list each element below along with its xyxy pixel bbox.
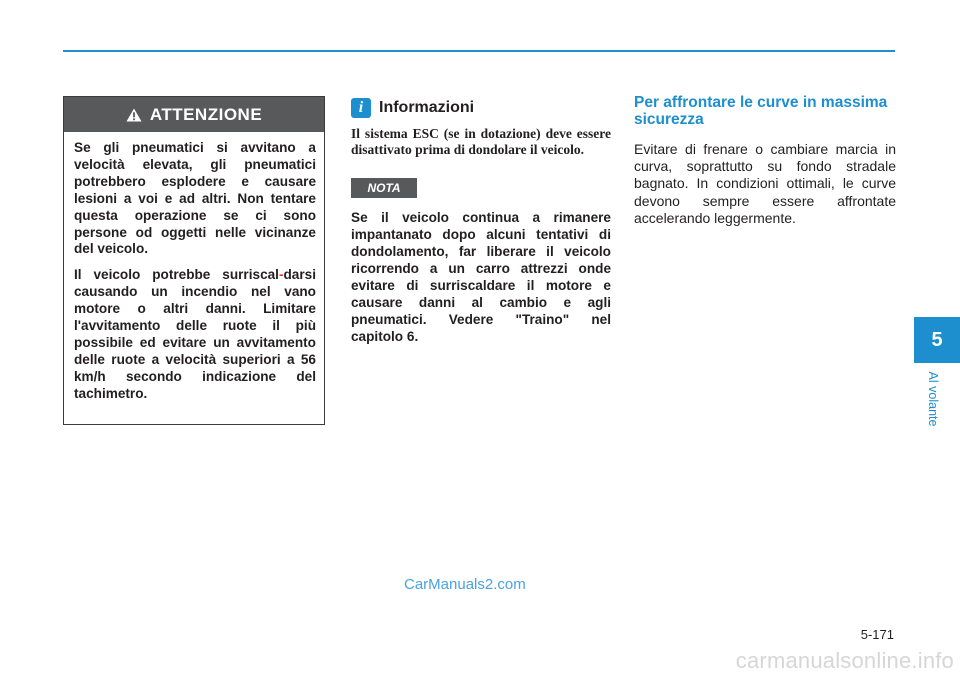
warning-paragraph-1: Se gli pneumatici si avvitano a velocità elevata, gli pneumatici potrebbero esplodere e causare lesioni a voi e ad altri. Non tentare questa operazione se ci sono persone od oggetti nelle vicinanze del veicolo.: [74, 140, 316, 257]
info-header: [351, 96, 611, 120]
chapter-label: Al volante: [926, 371, 940, 427]
warning-paragraph-2: [74, 267, 316, 402]
page-number: 5-171: [860, 627, 894, 642]
hyphen-mark: -: [278, 267, 284, 283]
warning-box: [63, 96, 325, 425]
warning-title: ATTENZIONE: [149, 104, 263, 124]
nota-text: Se il veicolo continua a rimanere impantanato dopo alcuni tentativi di dondolamento, far liberare il veicolo ricorrendo a un carro attrezzi onde evitare di surriscaldare il motore e causare danni al cambio e agli pneumatici. Vedere "Traino" nel capitolo 6.: [351, 210, 611, 344]
info-section: [351, 96, 611, 346]
warning-paragraph-2-start: Il veicolo potrebbe surriscal: [74, 267, 279, 283]
warning-paragraph-2-rest: darsi causando un incendio nel vano motore o altri danni. Limitare l'avvitamento delle ruote il più possibile ed evitare un avvitamento delle ruote a velocità superiori a 56 km/h secondo indicazione del tachimetro.: [74, 267, 316, 401]
info-icon: i: [351, 98, 371, 118]
warning-header: [64, 97, 324, 132]
curves-text: Evitare di frenare o cambiare marcia in curva, soprattutto su fondo stradale bagnato. In condizioni ottimali, le curve devono sempre essere affrontate accelerando leggermente.: [634, 141, 896, 226]
info-text: Il sistema ESC (se in dotazione) deve essere disattivato prima di dondolare il veicolo.: [351, 126, 611, 158]
curves-section: [634, 94, 896, 227]
top-rule: [63, 50, 895, 52]
chapter-tab: 5: [914, 317, 960, 363]
info-title: Informazioni: [379, 99, 475, 116]
warning-body: [64, 132, 324, 403]
curves-title: Per affrontare le curve in massima sicurezza: [634, 94, 888, 128]
nota-badge: NOTA: [351, 178, 417, 198]
watermark-carmanuals2[interactable]: CarManuals2.com: [404, 576, 526, 593]
warning-triangle-icon: [126, 108, 142, 122]
watermark-carmanualsonline[interactable]: carmanualsonline.info: [735, 648, 954, 673]
